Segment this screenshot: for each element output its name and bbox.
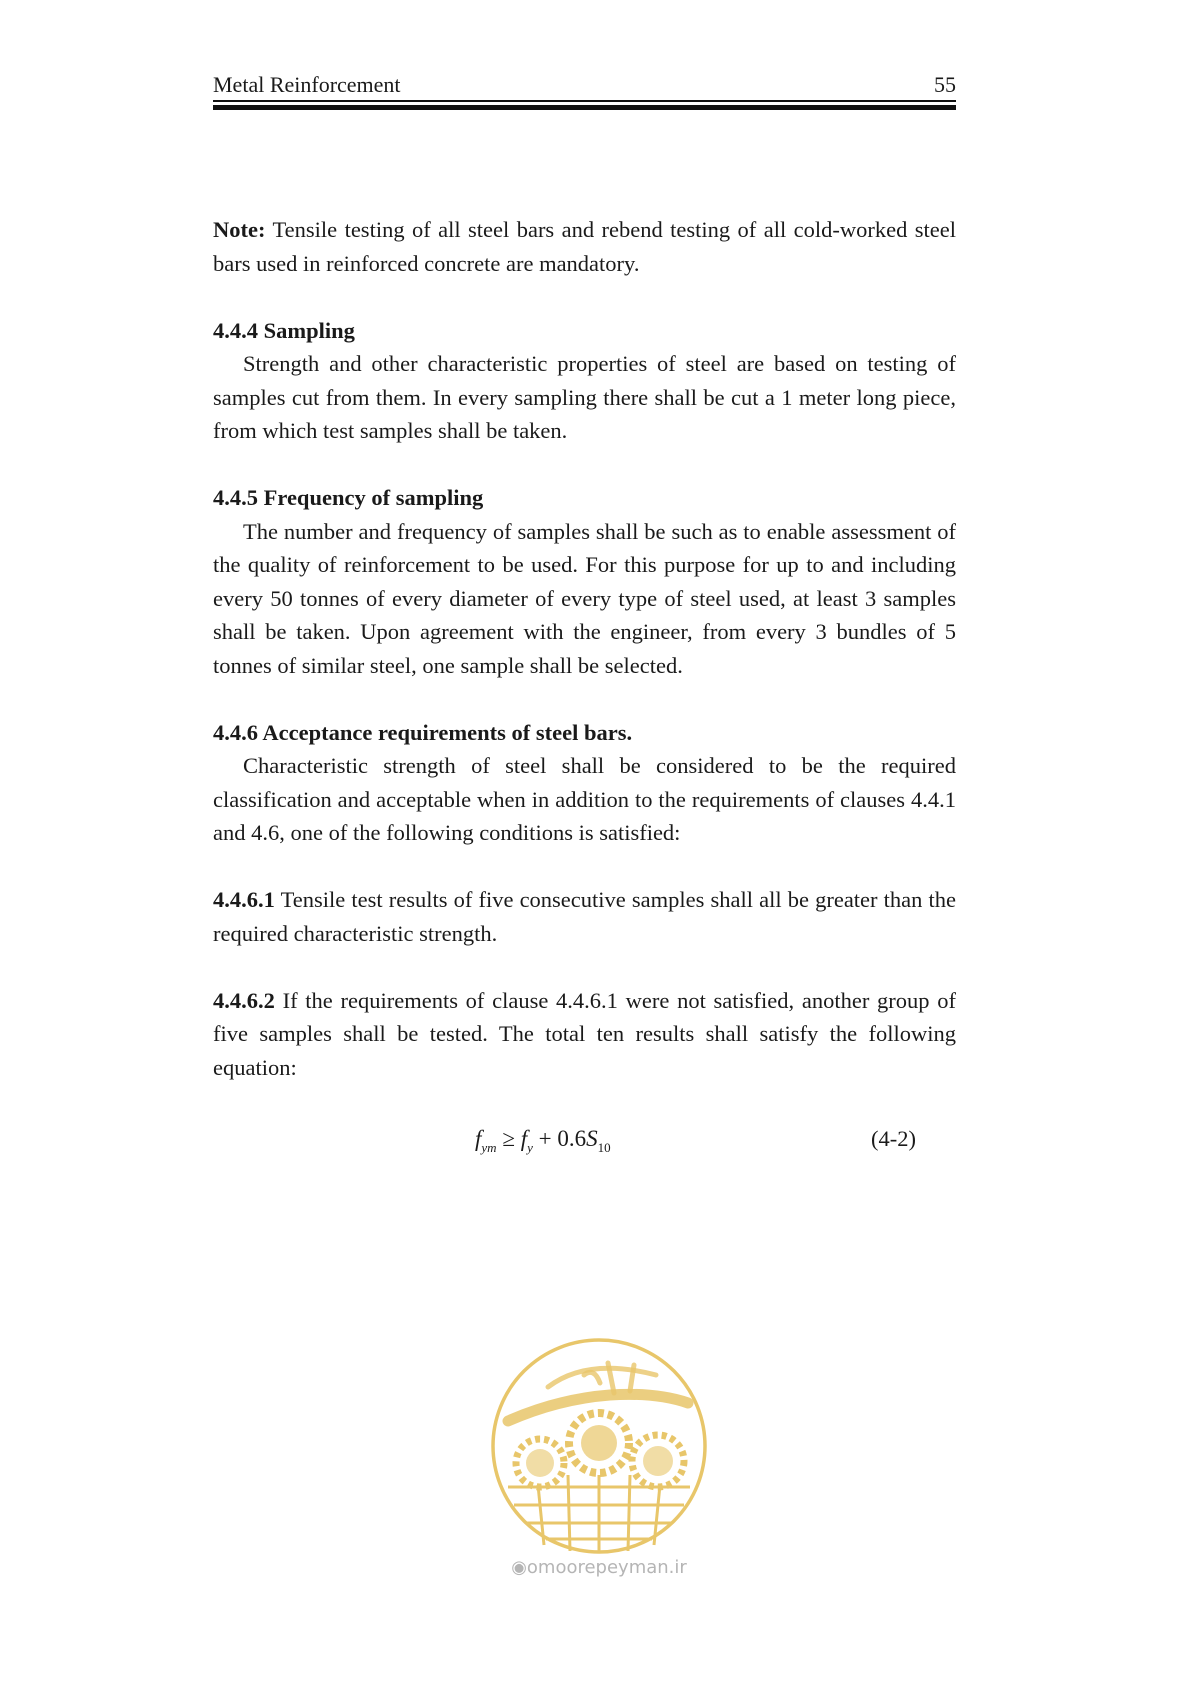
equation-number: (4-2) — [871, 1126, 916, 1151]
running-title: Metal Reinforcement — [213, 72, 401, 97]
clause-text: If the requirements of clause 4.4.6.1 were not satisfied, another group of five samples shall be tested. The total ten results shall satisfy the following equation: — [213, 987, 956, 1080]
heading-sampling: 4.4.4 Sampling — [213, 317, 355, 343]
page-header — [213, 72, 956, 106]
equation-formula: $f_{ym} \ge f_y + 0.6S_{10}$ — [475, 1126, 611, 1155]
page-number: 55 — [934, 72, 956, 97]
heading-frequency: 4.4.5 Frequency of sampling — [213, 485, 484, 510]
gear-logo-icon — [488, 1335, 710, 1557]
watermark-logo — [488, 1335, 710, 1585]
clause-4-4-6-2 — [213, 984, 956, 1085]
paragraph-acceptance: Characteristic strength of steel shall be considered to be the required classification and acceptable when in addition to the requirements of clauses 4.4.1 and 4.6, one of the following conditions is satisfied: — [213, 753, 956, 845]
clause-label: 4.4.6.2 — [213, 987, 275, 1013]
clause-text: Tensile test results of five consecutive samples shall all be greater than the required characteristic strength. — [213, 887, 956, 946]
note-label: Note: — [213, 217, 266, 242]
heading-acceptance: 4.4.6 Acceptance requirements of steel bars. — [213, 719, 633, 745]
header-rule-thin — [213, 100, 956, 102]
header-rule-thick — [213, 105, 956, 110]
paragraph-frequency: The number and frequency of samples shall be such as to enable assessment of the quality of reinforcement to be used. For this purpose for up to and including every 50 tonnes of every diameter of every type of steel used, at least 3 samples shall be taken. Upon agreement with the engineer, from every 3 bundles of 5 tonnes of similar steel, one sample shall be selected. — [213, 518, 956, 678]
page-body — [213, 213, 956, 1162]
note-text: Tensile testing of all steel bars and rebend testing of all cold-worked steel bars used in reinforced concrete are mandatory. — [213, 217, 956, 276]
paragraph-sampling: Strength and other characteristic properties of steel are based on testing of samples cut from them. In every sampling there shall be cut a 1 meter long piece, from which test samples shall be taken. — [213, 351, 956, 443]
clause-label: 4.4.6.1 — [213, 887, 275, 912]
equation-4-2 — [213, 1122, 956, 1162]
clause-4-4-6-1 — [213, 883, 956, 950]
watermark-site-text: ◉omoorepeyman.ir — [511, 1557, 687, 1578]
note-paragraph — [213, 213, 956, 280]
